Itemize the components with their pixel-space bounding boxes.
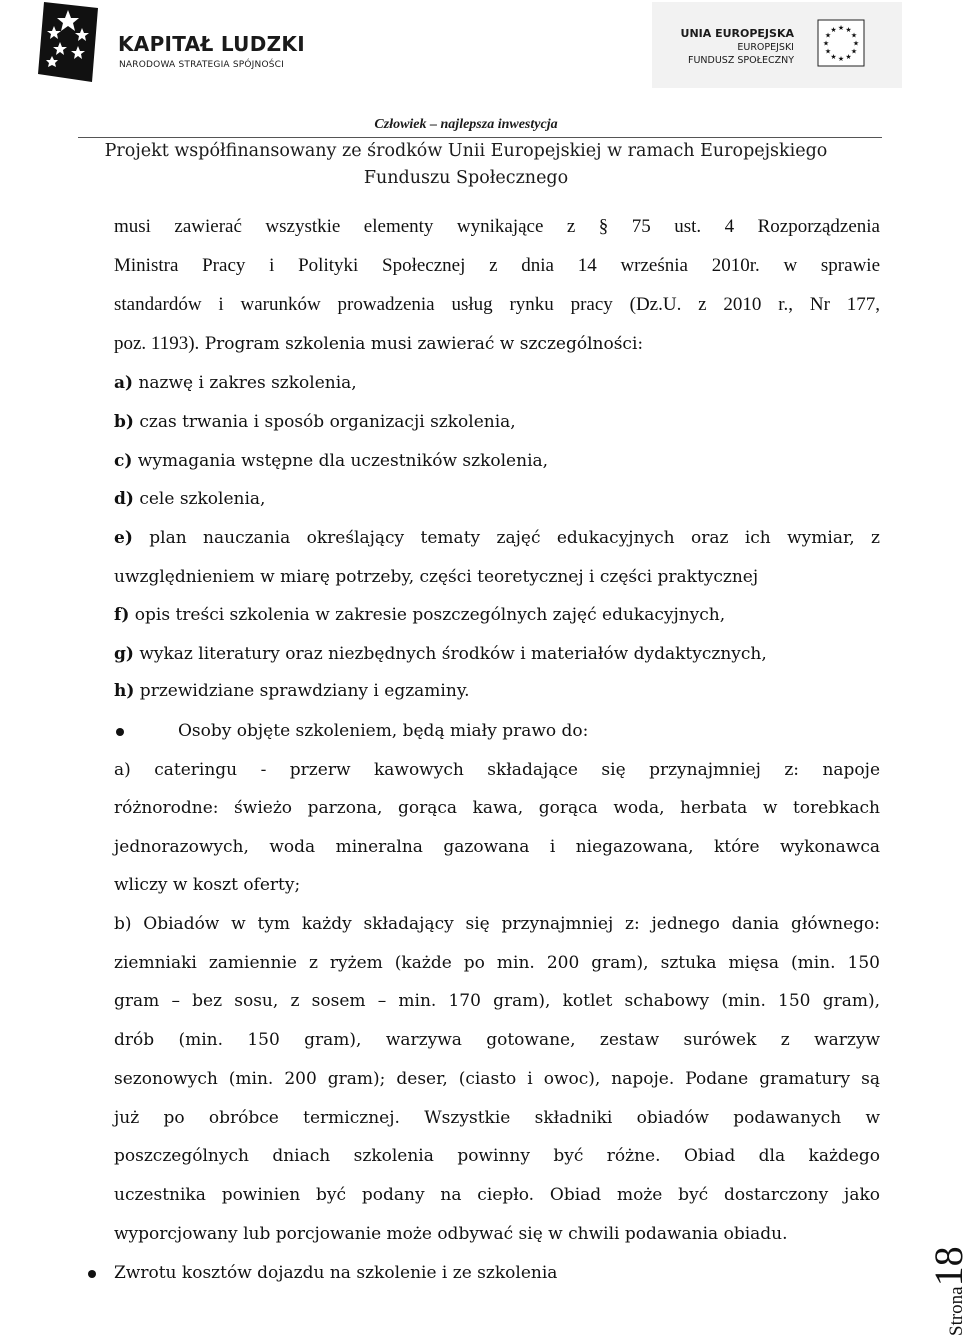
- item-label: c): [114, 451, 133, 471]
- lunch-line: wyporcjowany lub porcjowanie może odbywać się w chwili podawania obiadu.: [114, 1224, 788, 1244]
- svg-text:★: ★: [837, 55, 845, 63]
- lunch-line: ziemniaki zamiennie z ryżem (każde po min. 200 gram), sztuka mięsa (min. 150: [114, 953, 880, 973]
- eu-logo-line1: UNIA EUROPEJSKA: [680, 27, 794, 40]
- svg-text:★: ★: [824, 31, 832, 40]
- bullet-icon: [88, 1270, 96, 1278]
- lunch-line: gram – bez sosu, z sosem – min. 170 gram), kotlet schabowy (min. 150 gram),: [114, 991, 880, 1011]
- item-label: b): [114, 412, 134, 432]
- lunch-line: uczestnika powinien być podany na ciepło. Obiad może być dostarczony jako: [114, 1185, 880, 1205]
- item-text: opis treści szkolenia w zakresie poszczególnych zajęć edukacyjnych,: [129, 605, 726, 625]
- lunch-line: drób (min. 150 gram), warzywa gotowane, zestaw surówek z warzyw: [114, 1030, 880, 1050]
- item-text: cele szkolenia,: [133, 489, 266, 509]
- page-word: Strona: [946, 1286, 967, 1336]
- item-text: czas trwania i sposób organizacji szkolenia,: [133, 412, 516, 432]
- citation-text: poz. 1193).: [114, 333, 200, 354]
- program-item: [114, 604, 880, 626]
- item-text: wymagania wstępne dla uczestników szkolenia,: [132, 451, 549, 471]
- paragraph-line: Ministra Pracy i Polityki Społecznej z dnia 14 września 2010r. w sprawie: [114, 255, 880, 276]
- logo-subtitle: NARODOWA STRATEGIA SPÓJNOŚCI: [119, 60, 284, 70]
- kapital-ludzki-logo: [38, 2, 338, 86]
- lunch-line: b) Obiadów w tym każdy składający się przynajmniej z: jednego dania głównego:: [114, 914, 880, 934]
- catering-line: różnorodne: świeżo parzona, gorąca kawa, gorąca woda, herbata w torebkach: [114, 798, 880, 818]
- program-item: [114, 450, 880, 472]
- catering-line: wliczy w koszt oferty;: [114, 875, 301, 895]
- program-item: [114, 372, 880, 394]
- eu-logo-line3: FUNDUSZ SPOŁECZNY: [688, 55, 794, 66]
- svg-text:★: ★: [845, 26, 852, 34]
- bullet-heading: Osoby objęte szkoleniem, będą miały prawo do:: [178, 721, 589, 741]
- svg-text:★: ★: [837, 24, 845, 32]
- paragraph-line: standardów i warunków prowadzenia usług rynku pracy (Dz.U. z 2010 r., Nr 177,: [114, 294, 880, 315]
- item-label: f): [114, 605, 130, 625]
- paragraph-line: [114, 333, 880, 355]
- svg-text:★: ★: [845, 53, 852, 61]
- program-intro-text: Program szkolenia musi zawierać w szczególności:: [199, 334, 644, 354]
- eu-flag-icon: [818, 20, 864, 66]
- item-text: plan nauczania określający tematy zajęć edukacyjnych oraz ich wymiar, z: [132, 528, 880, 548]
- eu-logo-line2: EUROPEJSKI: [737, 42, 794, 53]
- catering-line: a) cateringu - przerw kawowych składające się przynajmniej z: napoje: [114, 760, 880, 780]
- item-text: wykaz literatury oraz niezbędnych środków i materiałów dydaktycznych,: [133, 644, 767, 664]
- eu-logo: [652, 2, 902, 88]
- lunch-line: już po obróbce termicznej. Wszystkie składniki obiadów podawanych w: [114, 1108, 880, 1128]
- svg-text:★: ★: [830, 53, 837, 61]
- svg-text:★: ★: [824, 47, 832, 56]
- page-number-value: 18: [926, 1246, 971, 1287]
- paragraph-line: musi zawierać wszystkie elementy wynikające z § 75 ust. 4 Rozporządzenia: [114, 216, 880, 237]
- item-text: uwzględnieniem w miarę potrzeby, części teoretycznej i części praktycznej: [114, 567, 759, 587]
- lunch-line: poszczególnych dniach szkolenia powinny być różne. Obiad dla każdego: [114, 1146, 880, 1166]
- program-item: [114, 527, 880, 549]
- program-item: [114, 680, 880, 702]
- motto: Człowiek – najlepsza inwestycja: [374, 117, 558, 132]
- program-item: [114, 643, 880, 665]
- item-label: a): [114, 373, 134, 393]
- svg-text:★: ★: [850, 31, 858, 40]
- lunch-line: sezonowych (min. 200 gram); deser, (ciasto i owoc), napoje. Podane gramatury są: [114, 1069, 880, 1089]
- logo-title: KAPITAŁ LUDZKI: [118, 32, 305, 56]
- project-line-1: Projekt współfinansowany ze środków Unii Europejskiej w ramach Europejskiego: [104, 141, 828, 161]
- kapital-ludzki-logo-icon: [38, 2, 106, 82]
- svg-text:★: ★: [830, 26, 837, 34]
- program-item: [114, 488, 880, 510]
- program-item: [114, 411, 880, 433]
- catering-line: jednorazowych, woda mineralna gazowana i niegazowana, które wykonawca: [114, 837, 880, 857]
- item-text: przewidziane sprawdziany i egzaminy.: [134, 681, 470, 701]
- svg-text:★: ★: [850, 47, 858, 56]
- page-number: [925, 1246, 972, 1336]
- item-text: nazwę i zakres szkolenia,: [133, 373, 357, 393]
- project-line-2: Funduszu Społecznego: [363, 168, 569, 188]
- bullet-icon: [116, 728, 124, 736]
- item-label: h): [114, 681, 135, 701]
- svg-text:★: ★: [822, 39, 830, 48]
- header-divider: [78, 137, 882, 138]
- bullet-text: Zwrotu kosztów dojazdu na szkolenie i ze szkolenia: [114, 1263, 558, 1283]
- item-label: e): [114, 528, 133, 548]
- svg-text:★: ★: [852, 39, 860, 48]
- program-item-continuation: [114, 566, 880, 588]
- item-label: g): [114, 644, 134, 664]
- item-label: d): [114, 489, 134, 509]
